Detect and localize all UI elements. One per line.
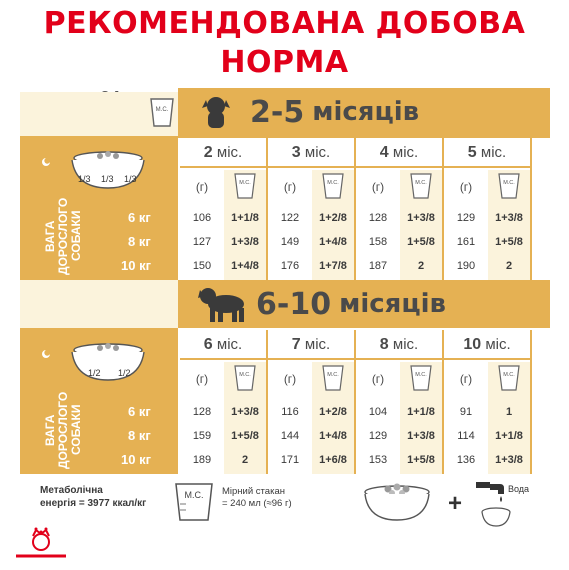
month-num: 7: [291, 336, 301, 353]
grams-cell: 128: [192, 406, 212, 418]
energy-line2: енергія = 3977 ккал/кг: [40, 498, 147, 509]
measuring-cup-large-icon: [172, 480, 216, 529]
cups-cell: 1+3/8: [407, 430, 435, 442]
grams-cell: 136: [456, 454, 476, 466]
month-num: 8: [379, 336, 389, 353]
brand-logo: [8, 520, 74, 570]
grams-cell: 128: [368, 212, 388, 224]
section1-split-2: 1/3: [101, 174, 114, 184]
food-bowl-icon: [352, 480, 442, 529]
cups-cell: 1+5/8: [407, 454, 435, 466]
section2-adult-weight-label: [44, 390, 86, 470]
cup-line2: = 240 мл (≈96 г): [222, 498, 292, 509]
page-title-line1: РЕКОМЕНДОВАНА ДОБОВА: [43, 6, 526, 41]
section1-month-5: [444, 138, 530, 168]
section1-weight-6: 6 кг: [128, 210, 151, 225]
cups-cell: 1: [505, 406, 513, 418]
measuring-cup-icon: [321, 364, 345, 397]
cups-cell: 1+1/8: [407, 406, 435, 418]
cups-cell: 1+4/8: [231, 260, 259, 272]
gram-unit: (г): [283, 372, 297, 386]
grams-cell: 190: [456, 260, 476, 272]
month-label: міс.: [304, 336, 331, 353]
section2-feeding-icon: [36, 338, 176, 388]
cups-cell: 1+3/8: [231, 406, 259, 418]
month-num: 2: [203, 144, 213, 161]
grams-cell: 187: [368, 260, 388, 272]
section2-separator: [442, 330, 444, 474]
cups-cell: 1+3/8: [495, 454, 523, 466]
gram-unit: (г): [459, 180, 473, 194]
section1-age-range: 2-5: [250, 94, 305, 130]
section1-month-3: [268, 138, 354, 168]
cups-cell: 2: [241, 454, 249, 466]
cups-cell: 1+6/8: [319, 454, 347, 466]
section1-age-heading: [250, 92, 419, 132]
measuring-cup-icon: [321, 172, 345, 205]
grams-cell: 104: [368, 406, 388, 418]
grams-cell: 158: [368, 236, 388, 248]
measuring-cup-icon: [497, 172, 521, 205]
gram-unit: (г): [459, 372, 473, 386]
page-title-line2: НОРМА: [220, 45, 349, 80]
section1-separator: [530, 138, 532, 280]
section1-weight-label-line3: СОБАКИ: [69, 210, 83, 262]
grams-cell: 189: [192, 454, 212, 466]
section1-weight-label-line2: ДОРОСЛОГО: [56, 197, 70, 275]
grams-cell: 153: [368, 454, 388, 466]
cups-cell: 1+1/8: [231, 212, 259, 224]
gram-unit: (г): [195, 372, 209, 386]
puppy-icon: [196, 94, 236, 130]
cup-line1: Мірний стакан: [222, 486, 285, 497]
grams-cell: 106: [192, 212, 212, 224]
section2-split-1: 1/2: [88, 368, 101, 378]
measuring-cup-icon: [409, 364, 433, 397]
grams-cell: 171: [280, 454, 300, 466]
section2-weight-10: 10 кг: [121, 452, 151, 467]
section1-weight-10: 10 кг: [121, 258, 151, 273]
section1-month-2: [180, 138, 266, 168]
month-label: міс.: [480, 144, 507, 161]
gram-unit: (г): [283, 180, 297, 194]
grams-cell: 159: [192, 430, 212, 442]
cups-cell: 1+7/8: [319, 260, 347, 272]
cups-cell: 1+4/8: [319, 430, 347, 442]
gram-unit: (г): [371, 180, 385, 194]
grams-cell: 149: [280, 236, 300, 248]
grams-cell: 122: [280, 212, 300, 224]
section1-split-3: 1/3: [124, 174, 137, 184]
grams-cell: 150: [192, 260, 212, 272]
section2-separator: [530, 330, 532, 474]
section1-month-4: [356, 138, 442, 168]
dog-icon: [196, 286, 250, 324]
month-label: міс.: [304, 144, 331, 161]
section2-month-8: [356, 330, 442, 360]
month-num: 4: [379, 144, 389, 161]
section2-header-band: [20, 280, 178, 328]
grams-cell: 114: [457, 430, 475, 442]
section2-age-range: 6-10: [256, 286, 332, 322]
cups-cell: 2: [417, 260, 425, 272]
section1-weight-label-line1: ВАГА: [43, 220, 57, 252]
measuring-cup-icon: [409, 172, 433, 205]
section2-separator: [266, 330, 268, 474]
plus-icon: +: [448, 490, 463, 517]
cups-cell: 1+2/8: [319, 406, 347, 418]
month-num: 6: [203, 336, 213, 353]
cup-label: М.С.: [184, 490, 204, 500]
grams-cell: 116: [281, 406, 299, 418]
section1-split-1: 1/3: [78, 174, 91, 184]
svg-text:М.С.: М.С.: [415, 372, 427, 378]
section2-month-6: [180, 330, 266, 360]
section2-weight-label-line3: СОБАКИ: [69, 404, 83, 456]
cups-cell: 1+4/8: [319, 236, 347, 248]
cups-cell: 1+3/8: [231, 236, 259, 248]
section2-weight-8: 8 кг: [128, 428, 151, 443]
svg-text:М.С.: М.С.: [155, 107, 169, 113]
cups-cell: 1+1/8: [495, 430, 523, 442]
section2-age-heading: [256, 284, 446, 324]
cups-cell: 1+5/8: [231, 430, 259, 442]
svg-text:М.С.: М.С.: [503, 372, 515, 378]
section2-age-word: місяців: [339, 289, 446, 319]
section2-weight-6: 6 кг: [128, 404, 151, 419]
grams-cell: 161: [456, 236, 476, 248]
cup-info: [222, 486, 292, 510]
section1-age-word: місяців: [312, 97, 420, 127]
grams-cell: 144: [280, 430, 300, 442]
gram-unit: (г): [371, 372, 385, 386]
measuring-cup-icon: [233, 172, 257, 205]
grams-cell: 91: [459, 406, 473, 418]
month-label: міс.: [216, 144, 243, 161]
grams-cell: 129: [368, 430, 388, 442]
section1-separator: [442, 138, 444, 280]
cups-cell: 1+3/8: [495, 212, 523, 224]
water-label: Вода: [508, 484, 530, 494]
section1-adult-weight-label: [44, 196, 86, 276]
section1-separator: [266, 138, 268, 280]
svg-text:М.С.: М.С.: [415, 180, 427, 186]
grams-cell: 127: [192, 236, 212, 248]
svg-text:М.С.: М.С.: [239, 180, 251, 186]
section2-separator: [354, 330, 356, 474]
cups-cell: 2: [505, 260, 513, 272]
svg-text:М.С.: М.С.: [239, 372, 251, 378]
svg-text:М.С.: М.С.: [327, 180, 339, 186]
month-num: 3: [291, 144, 301, 161]
section2-split-2: 1/2: [118, 368, 131, 378]
gram-unit: (г): [195, 180, 209, 194]
section1-separator: [354, 138, 356, 280]
section2-month-10: [444, 330, 530, 360]
month-num: 5: [467, 144, 477, 161]
cups-cell: 1+3/8: [407, 212, 435, 224]
cups-cell: 1+5/8: [495, 236, 523, 248]
section1-weight-8: 8 кг: [128, 234, 151, 249]
section2-weight-label-line2: ДОРОСЛОГО: [56, 391, 70, 469]
month-label: міс.: [485, 336, 511, 353]
svg-text:М.С.: М.С.: [327, 372, 339, 378]
cups-cell: 1+5/8: [407, 236, 435, 248]
month-label: міс.: [216, 336, 243, 353]
energy-line1: Метаболічна: [40, 485, 103, 496]
measuring-cup-icon: [233, 364, 257, 397]
month-num: 10: [463, 336, 482, 353]
section1-feeding-icon: [36, 146, 176, 196]
section2-weight-label-line1: ВАГА: [43, 414, 57, 446]
cups-cell: 1+2/8: [319, 212, 347, 224]
cup-header-icon: [148, 96, 176, 128]
svg-text:М.С.: М.С.: [503, 180, 515, 186]
grams-cell: 129: [456, 212, 476, 224]
section2-month-7: [268, 330, 354, 360]
month-label: міс.: [392, 336, 419, 353]
grams-cell: 176: [280, 260, 300, 272]
measuring-cup-icon: [497, 364, 521, 397]
energy-info: [40, 484, 146, 510]
month-label: міс.: [392, 144, 419, 161]
